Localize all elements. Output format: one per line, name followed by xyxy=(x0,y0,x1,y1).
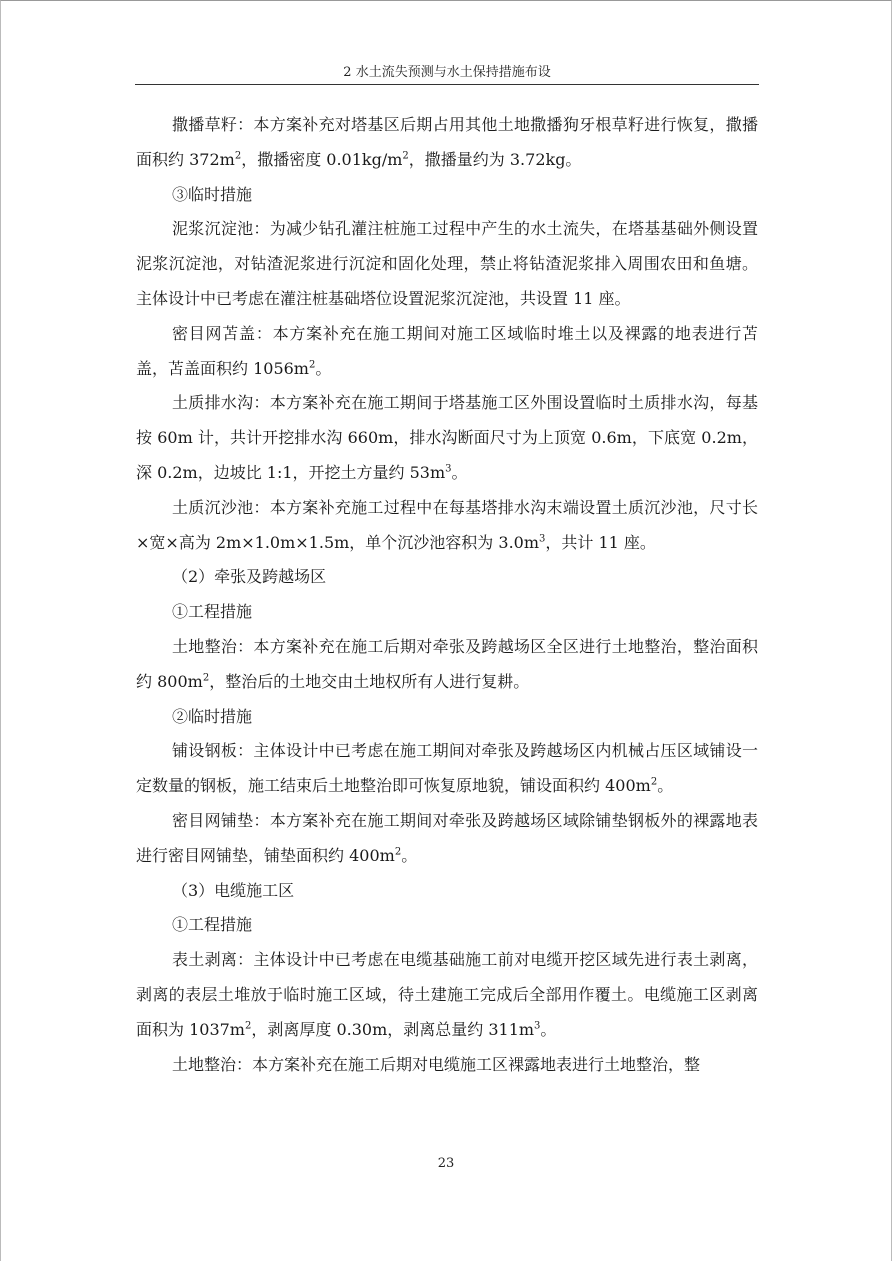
page-number: 23 xyxy=(437,1156,455,1171)
subheading-engineering-measures: ①工程措施 xyxy=(172,602,253,622)
superscript: 2 xyxy=(402,150,409,162)
subheading-temporary-measures: ②临时措施 xyxy=(172,706,253,726)
text-run: ，共计 11 座。 xyxy=(545,532,656,552)
section-heading-stringing-crossing: （2）牵张及跨越场区 xyxy=(172,567,327,587)
superscript: 2 xyxy=(234,150,242,162)
text-run: ，整治后的土地交由土地权所有人进行复耕。 xyxy=(209,671,530,691)
header-rule xyxy=(135,84,759,85)
text-run: 密目网铺垫：本方案补充在施工期间对牵张及跨越场区域除铺垫钢板外的裸露地表进行密目网铺垫，铺垫面积约 400m xyxy=(136,810,758,865)
paragraph-mesh-padding xyxy=(136,804,758,874)
paragraph-steel-plates xyxy=(136,734,758,804)
paragraph-sowing-grass-seed xyxy=(136,108,758,178)
subheading-temporary-measures: ③临时措施 xyxy=(172,184,253,204)
paragraph-mud-settling-pond: 泥浆沉淀池：为减少钻孔灌注桩施工过程中产生的水土流失，在塔基基础外侧设置泥浆沉淀池，对钻渣泥浆进行沉淀和固化处理，禁止将钻渣泥浆排入周围农田和鱼塘。主体设计中已考虑在灌注桩基础塔位设置泥浆沉淀池，共设置 11 座。 xyxy=(136,219,758,308)
text-run: ，撒播密度 0.01kg/m xyxy=(241,149,403,169)
text-run: 土质沉沙池：本方案补充施工过程中在每基塔排水沟末端设置土质沉沙池，尺寸长×宽×高为 2m×1.0m×1.5m，单个沉沙池容积为 3.0m xyxy=(136,497,758,552)
superscript: 2 xyxy=(202,672,210,684)
superscript: 2 xyxy=(394,846,402,858)
text-run: ，撒播量约为 3.72kg。 xyxy=(408,149,582,169)
text-run: 土地整治：本方案补充在施工后期对牵张及跨越场区全区进行土地整治，整治面积约 800m xyxy=(136,636,758,691)
superscript: 2 xyxy=(308,359,316,371)
text-run: 。 xyxy=(657,776,674,796)
paragraph-land-rehabilitation-cable: 土地整治：本方案补充在施工后期对电缆施工区裸露地表进行土地整治，整 xyxy=(172,1054,701,1074)
text-run: 密目网苫盖：本方案补充在施工期间对施工区域临时堆土以及裸露的地表进行苫盖，苫盖面积约 1056m xyxy=(136,323,758,378)
text-run: 。 xyxy=(401,845,418,865)
text-run: 表土剥离：主体设计中已考虑在电缆基础施工前对电缆开挖区域先进行表土剥离，剥离的表层土堆放于临时施工区域，待土建施工完成后全部用作覆土。电缆施工区剥离面积为 1037m xyxy=(136,950,758,1039)
text-run: 土质排水沟：本方案补充在施工期间于塔基施工区外围设置临时土质排水沟，每基按 60m 计，共计开挖排水沟 660m，排水沟断面尺寸为上顶宽 0.6m，下底宽 0.2m，深 0.2m，边坡比 1:1，开挖土方量约 53m xyxy=(136,393,758,482)
subheading-engineering-measures: ①工程措施 xyxy=(172,915,253,935)
superscript: 3 xyxy=(445,463,452,475)
superscript: 3 xyxy=(539,533,546,545)
text-run: 。 xyxy=(451,462,468,482)
body-text xyxy=(136,108,758,1082)
paragraph-drainage-ditch xyxy=(136,386,758,490)
superscript: 2 xyxy=(650,776,658,788)
paragraph-mesh-cover xyxy=(136,317,758,387)
superscript: 3 xyxy=(534,1020,541,1032)
text-run: 撒播草籽：本方案补充对塔基区后期占用其他土地撒播狗牙根草籽进行恢复，撒播面积约 372m xyxy=(136,115,758,169)
text-run: 。 xyxy=(315,358,332,378)
paragraph-topsoil-stripping xyxy=(136,943,758,1047)
text-run: ，剥离厚度 0.30m，剥离总量约 311m xyxy=(251,1019,535,1039)
text-run: 铺设钢板：主体设计中已考虑在施工期间对牵张及跨越场区内机械占压区域铺设一定数量的钢板，施工结束后土地整治即可恢复原地貌，铺设面积约 400m xyxy=(136,741,758,796)
paragraph-land-rehabilitation xyxy=(136,630,758,700)
superscript: 2 xyxy=(244,1020,252,1032)
text-run: 。 xyxy=(540,1019,557,1039)
running-header: 2 水土流失预测与水土保持措施布设 xyxy=(343,65,551,80)
section-heading-cable-construction: （3）电缆施工区 xyxy=(172,880,295,900)
paragraph-sedimentation-basin xyxy=(136,491,758,561)
